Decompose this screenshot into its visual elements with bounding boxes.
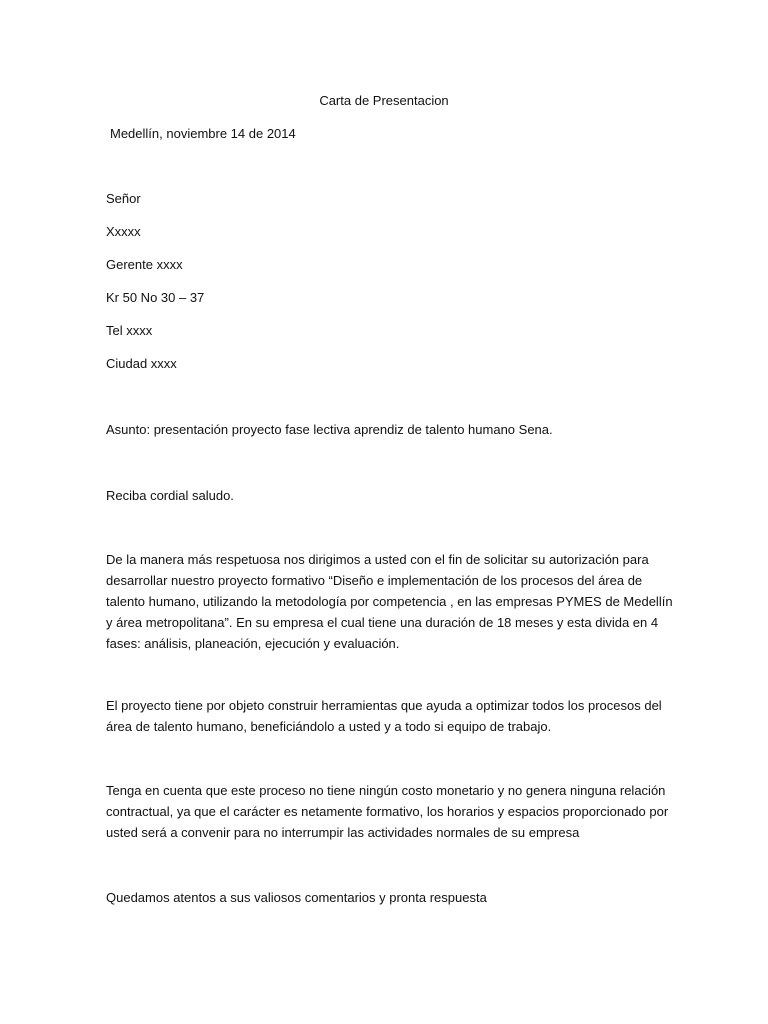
recipient-address: Kr 50 No 30 – 37 [106, 290, 205, 305]
subject-line: Asunto: presentación proyecto fase lectiva aprendiz de talento humano Sena. [106, 422, 553, 437]
recipient-name: Xxxxx [106, 224, 141, 239]
date-line: Medellín, noviembre 14 de 2014 [110, 126, 296, 141]
recipient-phone: Tel xxxx [106, 323, 153, 338]
greeting-line: Reciba cordial saludo. [106, 488, 234, 503]
body-paragraph-2-line-1: El proyecto tiene por objeto construir herramientas que ayuda a optimizar todos los procesos del [106, 698, 662, 713]
letter-title: Carta de Presentacion [319, 93, 449, 108]
recipient-salutation: Señor [106, 191, 141, 206]
body-paragraph-3-line-2: contractual, ya que el carácter es netamente formativo, los horarios y espacios proporcionado por [106, 804, 669, 819]
body-paragraph-1-line-5: fases: análisis, planeación, ejecución y evaluación. [106, 636, 400, 651]
body-paragraph-1-line-3: talento humano, utilizando la metodología por competencia , en las empresas PYMES de Medellín [106, 594, 673, 609]
body-paragraph-1-line-1: De la manera más respetuosa nos dirigimos a usted con el fin de solicitar su autorización para [106, 552, 649, 567]
body-paragraph-2-line-2: área de talento humano, beneficiándolo a usted y a todo si equipo de trabajo. [106, 719, 552, 734]
recipient-position: Gerente xxxx [106, 257, 183, 272]
body-paragraph-3-line-3: usted será a convenir para no interrumpir las actividades normales de su empresa [106, 825, 580, 840]
closing-line: Quedamos atentos a sus valiosos comentarios y pronta respuesta [106, 890, 487, 905]
recipient-city: Ciudad xxxx [106, 356, 177, 371]
body-paragraph-1-line-4: y área metropolitana”. En su empresa el cual tiene una duración de 18 meses y esta divida en 4 [106, 615, 659, 630]
body-paragraph-3-line-1: Tenga en cuenta que este proceso no tiene ningún costo monetario y no genera ninguna relación [106, 783, 666, 798]
body-paragraph-1-line-2: desarrollar nuestro proyecto formativo “Diseño e implementación de los procesos del área de [106, 573, 643, 588]
